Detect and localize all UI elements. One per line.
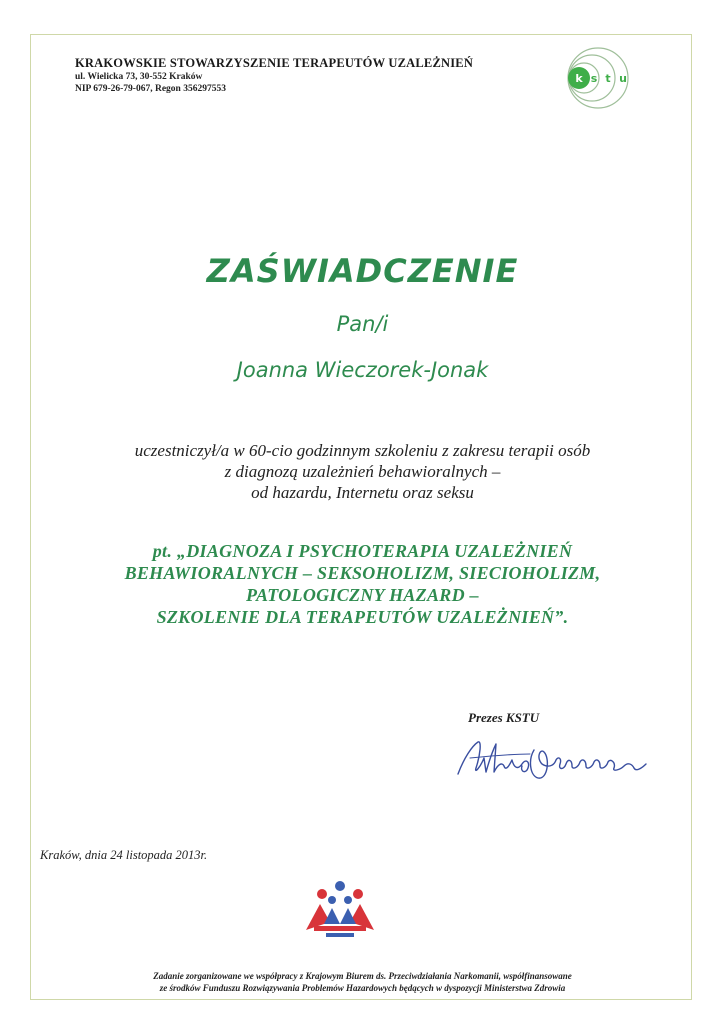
course-title-line: PATOLOGICZNY HAZARD – [246, 585, 479, 605]
footer-line: ze środków Funduszu Rozwiązywania Problemów Hazardowych będących w dyspozycji Ministerstwa Zdrowia [159, 983, 566, 993]
recipient-name: Joanna Wieczorek-Jonak [236, 358, 489, 382]
people-emblem-logo [300, 878, 380, 940]
certificate-title: ZAŚWIADCZENIE [206, 252, 519, 290]
kstu-logo [546, 42, 646, 122]
description-line: uczestniczył/a w 60-cio godzinnym szkoleniu z zakresu terapii osób [134, 441, 591, 460]
svg-text:t: t [605, 72, 611, 85]
place-and-date: Kraków, dnia 24 listopada 2013r. [40, 848, 208, 862]
salutation: Pan/i [336, 312, 389, 336]
signer-role: Prezes KSTU [468, 710, 540, 725]
description-line: od hazardu, Internetu oraz seksu [251, 483, 474, 502]
course-title-line: pt. „DIAGNOZA I PSYCHOTERAPIA UZALEŻNIEŃ [152, 541, 573, 561]
course-title-line: SZKOLENIE DLA TERAPEUTÓW UZALEŻNIEŃ”. [156, 607, 569, 627]
organization-name: KRAKOWSKIE STOWARZYSZENIE TERAPEUTÓW UZALEŻNIEŃ [75, 56, 474, 70]
organization-header [75, 56, 473, 95]
svg-text:s: s [590, 72, 598, 85]
organization-address: ul. Wielicka 73, 30-552 Kraków [75, 72, 203, 82]
footer-line: Zadanie zorganizowane we współpracy z Krajowym Biurem ds. Przeciwdziałania Narkomanii, współfinansowane [153, 971, 572, 981]
course-title [0, 540, 725, 628]
handwritten-signature [450, 728, 690, 788]
footer-note [0, 970, 725, 994]
svg-text:u: u [619, 72, 627, 85]
description [0, 440, 725, 503]
svg-text:k: k [575, 72, 583, 85]
description-line: z diagnozą uzależnień behawioralnych – [224, 462, 501, 481]
course-title-line: BEHAWIORALNYCH – SEKSOHOLIZM, SIECIOHOLIZM, [124, 563, 601, 583]
organization-ids: NIP 679-26-79-067, Regon 356297553 [75, 84, 226, 94]
